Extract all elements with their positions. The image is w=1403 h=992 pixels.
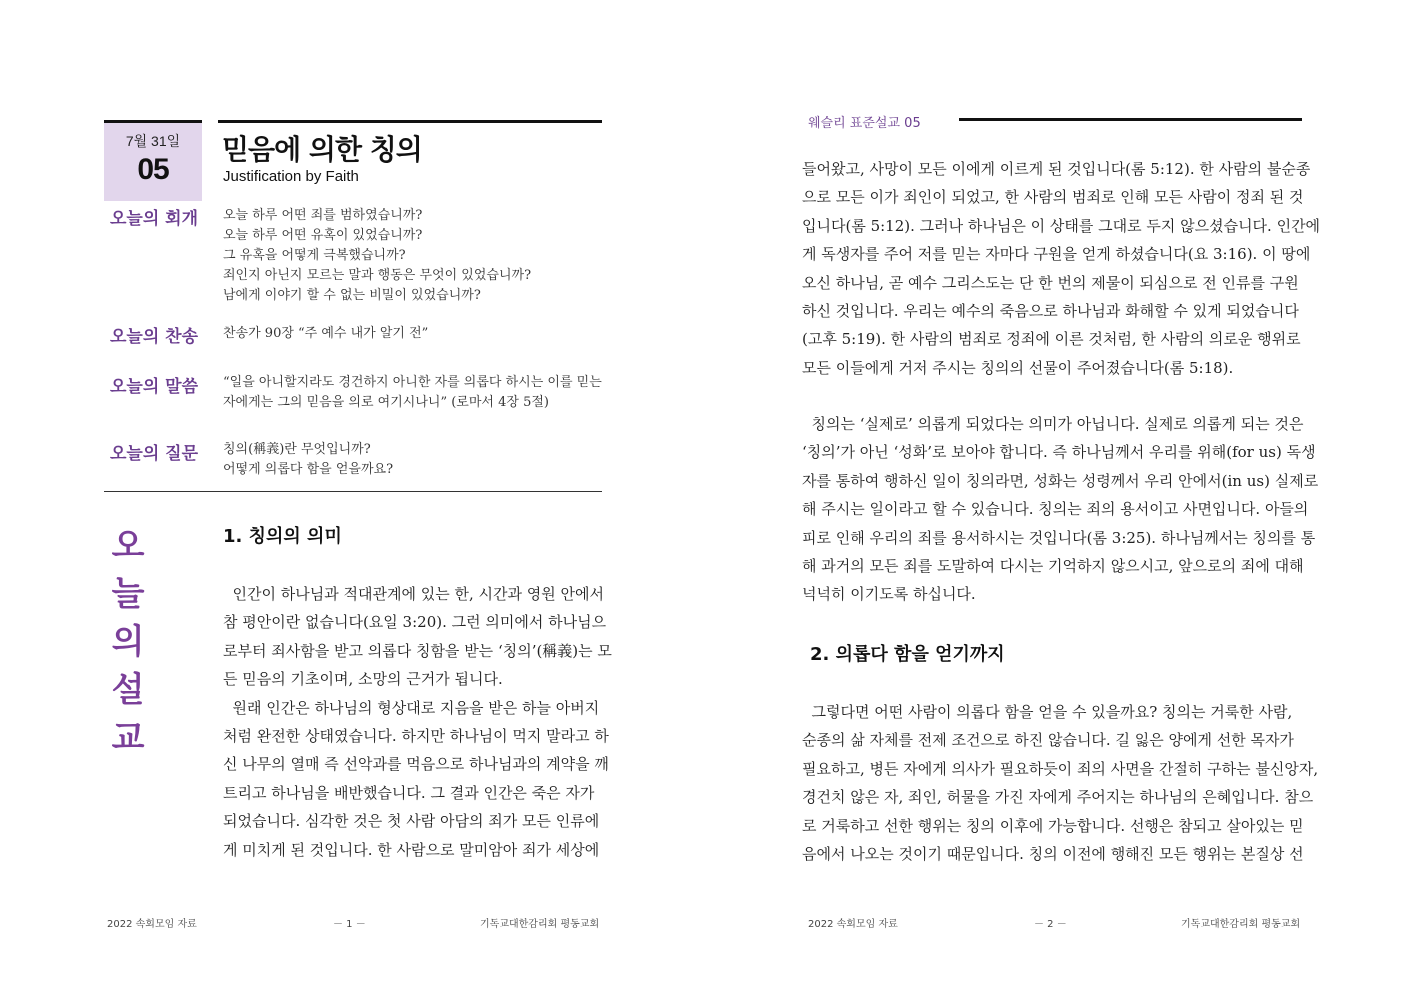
text-line: 으로 모든 이가 죄인이 되었고, 한 사람의 범죄로 인해 모든 사람이 정죄 된 것 [802, 188, 1304, 207]
divider [104, 491, 602, 492]
section-label-repent: 오늘의 회개 [110, 209, 199, 229]
section-body-word [223, 373, 603, 413]
sermon-body-right-2 [802, 410, 1319, 609]
text-line: 찬송가 90장 “주 예수 내가 알기 전” [223, 326, 429, 341]
footer-left: 2022 속회모임 자료 [808, 919, 898, 930]
sermon-vertical-title [108, 522, 148, 762]
section-body-question [223, 440, 603, 480]
text-line: 신 나무의 열매 즉 선악과를 먹음으로 하나님과의 계약을 깨 [223, 755, 609, 774]
text-line: 든 믿음의 기초이며, 소망의 근거가 됩니다. [223, 670, 503, 689]
vertical-char: 늘 [111, 574, 145, 614]
text-line: 칭의는 ‘실제로’ 의롭게 되었다는 의미가 아닙니다. 실제로 의롭게 되는 것은 [802, 415, 1304, 433]
page-title: 믿음에 의한 칭의 [222, 133, 422, 166]
text-line: 그 유혹을 어떻게 극복했습니까? [223, 248, 406, 263]
vertical-char: 의 [111, 622, 145, 662]
text-line: 순종의 삶 자체를 전제 조건으로 하진 않습니다. 길 잃은 양에게 선한 목자가 [802, 731, 1294, 750]
footer-right: 기독교대한감리회 평동교회 [1181, 919, 1301, 930]
text-line: 하신 것입니다. 우리는 예수의 죽음으로 하나님과 화해할 수 있게 되었습니다 [802, 302, 1299, 321]
section-label-word: 오늘의 말씀 [110, 377, 199, 397]
text-line: 게 미치게 된 것입니다. 한 사람으로 말미암아 죄가 세상에 [223, 840, 600, 859]
text-line: 처럼 완전한 상태였습니다. 하지만 하나님이 먹지 말라고 하 [223, 727, 609, 746]
text-line: 어떻게 의롭다 함을 얻을까요? [223, 462, 394, 477]
section-label-hymn: 오늘의 찬송 [110, 327, 199, 347]
text-line: 그렇다면 어떤 사람이 의롭다 함을 얻을 수 있을까요? 칭의는 거룩한 사람, [802, 703, 1293, 721]
text-line: 모든 이들에게 거저 주시는 칭의의 선물이 주어졌습니다(롬 5:18). [802, 358, 1234, 377]
page-number: － 1 － [333, 919, 366, 930]
text-line: 해 주시는 일이라고 할 수 있습니다. 칭의는 죄의 용서이고 사면입니다. 아들의 [802, 500, 1309, 519]
text-line: 인간이 하나님과 적대관계에 있는 한, 시간과 영원 안에서 [223, 585, 604, 603]
vertical-char: 오 [111, 526, 145, 566]
vertical-char: 교 [111, 718, 145, 758]
section-heading-1: 1. 칭의의 의미 [223, 526, 342, 547]
text-line: 피로 인해 우리의 죄를 용서하시는 것입니다(롬 3:25). 하나님께서는 칭의를 통 [802, 528, 1316, 547]
title-rule [218, 120, 602, 123]
section-body-hymn [223, 324, 603, 344]
text-line: 들어왔고, 사망이 모든 이에게 이르게 된 것입니다(롬 5:12). 한 사람의 불순종 [802, 160, 1311, 178]
text-line: 칭의(稱義)란 무엇입니까? [223, 442, 371, 457]
page-right [701, 0, 1403, 992]
section-body-repent [223, 206, 603, 306]
text-line: 죄인지 아닌지 모르는 말과 행동은 무엇이 있었습니까? [223, 268, 532, 283]
text-line: 필요하고, 병든 자에게 의사가 필요하듯이 죄의 사면을 간절히 구하는 불신앙자, [802, 759, 1319, 778]
text-line: (고후 5:19). 한 사람의 범죄로 정죄에 이른 것처럼, 한 사람의 의로운 행위로 [802, 330, 1301, 349]
page-subtitle: Justification by Faith [223, 168, 359, 185]
date-text: 7월 31일 [125, 133, 181, 149]
sermon-body-right-1 [802, 155, 1321, 382]
text-line: 넉넉히 이기도록 하십니다. [802, 585, 976, 604]
date-box [104, 120, 202, 201]
section-heading-2: 2. 의롭다 함을 얻기까지 [810, 644, 1005, 665]
text-line: 원래 인간은 하나님의 형상대로 지음을 받은 하늘 아버지 [223, 698, 600, 717]
footer-left: 2022 속회모임 자료 [107, 919, 197, 930]
text-line: 입니다(롬 5:12). 그러나 하나님은 이 상태를 그대로 두지 않으셨습니다. 인간에 [802, 216, 1321, 235]
section-label-question: 오늘의 질문 [110, 444, 199, 464]
text-line: 음에서 나오는 것이기 때문입니다. 칭의 이전에 행해진 모든 행위는 본질상 선 [802, 845, 1304, 864]
footer-right: 기독교대한감리회 평동교회 [480, 919, 600, 930]
lesson-number: 05 [137, 153, 169, 186]
text-line: 오신 하나님, 곧 예수 그리스도는 단 한 번의 제물이 되심으로 전 인류를 구원 [802, 273, 1299, 292]
sermon-body-left [223, 580, 612, 864]
text-line: 오늘 하루 어떤 유혹이 있었습니까? [223, 228, 423, 243]
text-line: 되었습니다. 심각한 것은 첫 사람 아담의 죄가 모든 인류에 [223, 812, 600, 831]
page-number: － 2 － [1034, 919, 1067, 930]
text-line: 게 독생자를 주어 저를 믿는 자마다 구원을 얻게 하셨습니다(요 3:16). 이 땅에 [802, 245, 1311, 264]
text-line: “일을 아니할지라도 경건하지 아니한 자를 의롭다 하시는 이를 믿는 [223, 375, 602, 390]
text-line: 트리고 하나님을 배반했습니다. 그 결과 인간은 죽은 자가 [223, 783, 595, 802]
text-line: 로부터 죄사함을 받고 의롭다 칭함을 받는 ‘칭의’(稱義)는 모 [223, 641, 612, 660]
text-line: 남에게 이야기 할 수 없는 비밀이 있었습니까? [223, 288, 481, 303]
text-line: 해 과거의 모든 죄를 도말하여 다시는 기억하지 않으시고, 앞으로의 죄에 대해 [802, 557, 1304, 576]
text-line: 자를 통하여 행하신 일이 칭의라면, 성화는 성령께서 우리 안에서(in us) 실제로 [802, 471, 1319, 490]
text-line: 경건치 않은 자, 죄인, 허물을 가진 자에게 주어지는 하나님의 은혜입니다. 참으 [802, 788, 1314, 807]
text-line: 자에게는 그의 믿음을 의로 여기시나니” (로마서 4장 5절) [223, 395, 549, 410]
text-line: 오늘 하루 어떤 죄를 범하였습니까? [223, 208, 423, 223]
sermon-body-right-3 [802, 698, 1319, 868]
text-line: ‘칭의’가 아닌 ‘성화’로 보아야 합니다. 즉 하나님께서 우리를 위해(for us) 독생 [802, 443, 1316, 462]
text-line: 로 거룩하고 선한 행위는 칭의 이후에 가능합니다. 선행은 참되고 살아있는 믿 [802, 816, 1304, 835]
text-line: 참 평안이란 없습니다(요일 3:20). 그런 의미에서 하나님으 [223, 613, 607, 632]
page-left [0, 0, 700, 992]
vertical-char: 설 [111, 670, 145, 710]
header-rule [959, 118, 1302, 121]
running-head: 웨슬리 표준설교 05 [808, 116, 921, 131]
